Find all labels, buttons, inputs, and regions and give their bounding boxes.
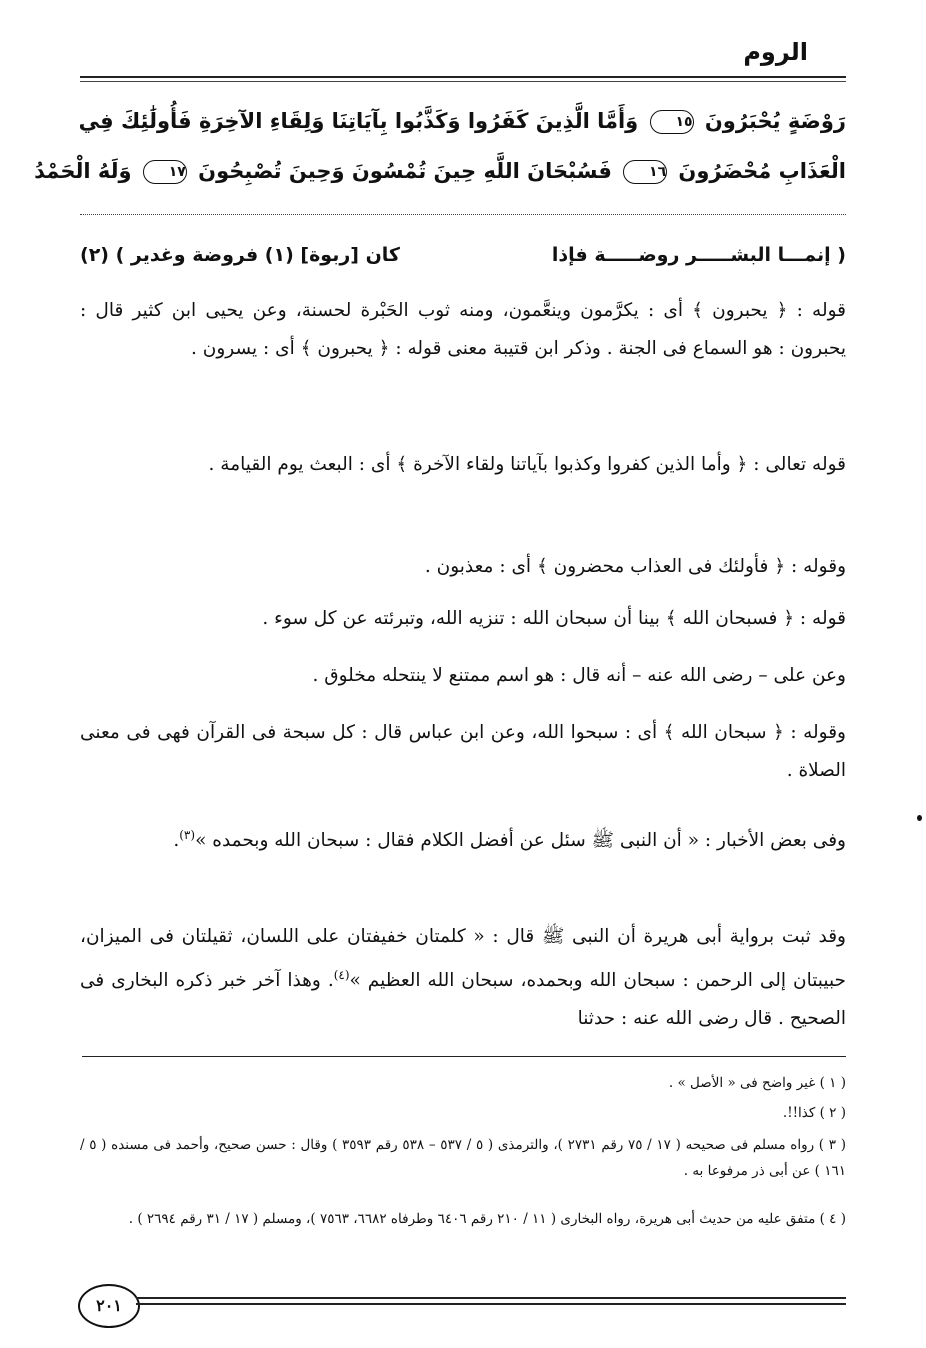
footnote-ref-3: (٣) [179,828,196,842]
footnote-ref-4: (٤) [333,968,350,982]
poem-hemistich-2: كان [ربوة] (١) فروضة وغدير ) (٢) [80,244,400,266]
paragraph-8 [80,918,846,1038]
footnote-2: ( ٢ ) كذا!!. [782,1105,846,1121]
footnote-4: ( ٤ ) متفق عليه من حديث أبى هريرة، رواه البخارى ( ١١ / ٢١٠ رقم ٦٤٠٦ وطرفاه ٦٦٨٢، ٧٥٦٣ )، ومسلم ( ١٧ / ٣١ رقم ٢٦٩٤ ) . [128,1211,846,1227]
verse-number-١٥: ١٥ [650,110,694,134]
quran-line-2 [34,146,846,196]
paragraph-8-end: . وهذا آخر خبر ذكره البخارى فى الصحيح . قال رضى الله عنه : حدثنا [80,970,846,1030]
verse-number-١٧: ١٧ [143,160,187,184]
footnote-3: ( ٣ ) رواه مسلم فى صحيحه ( ١٧ / ٧٥ رقم ٢٧٣١ )، والترمذى ( ٥ / ٥٣٧ – ٥٣٨ رقم ٣٥٩٣ ) وقال : حسن صحيح، وأحمد فى مسنده ( ٥ / ١٦١ ) عن أبى ذر مرفوعا به . [80,1137,846,1179]
quran-verses [34,96,846,196]
page-number: ٢٠١ [78,1284,140,1328]
paragraph-6: وقوله : ﴿ سبحان الله ﴾ أى : سبحوا الله، وعن ابن عباس قال : كل سبحة فى القرآن فهى فى معنى الصلاة . [80,722,846,781]
chapter-title: الروم [743,38,808,66]
quran-separator [80,214,846,215]
quran-text: رَوْضَةٍ يُحْبَرُونَ [697,109,846,133]
quran-text: الْعَذَابِ مُحْضَرُونَ [671,159,846,183]
paragraph-7-text: وفى بعض الأخبار : « أن النبى ﷺ سئل عن أفضل الكلام فقال : سبحان الله وبحمده » [195,830,846,852]
header-rule [80,76,846,78]
verse-number-١٦: ١٦ [623,160,667,184]
footer-rule-top [136,1297,846,1299]
poem-hemistich-1: ( إنمـــا البشـــــر روضـــــة فإذا [551,244,846,266]
footnote-1: ( ١ ) غير واضح فى « الأصل » . [668,1075,846,1091]
poem-verse [80,244,846,274]
margin-dot [917,815,922,821]
quran-text: وَلَهُ الْحَمْدُ [34,159,139,183]
paragraph-7-end: . [173,830,180,852]
footer-rule-bottom [136,1303,846,1305]
paragraph-1: قوله : ﴿ يحبرون ﴾ أى : يكرَّمون وينعَّمون، ومنه ثوب الحَبْرة لحسنة، وعن يحيى ابن كثير قال : يحبرون : هو السماع فى الجنة . وذكر ابن قتيبة معنى قوله : ﴿ يحبرون ﴾ أى : يسرون . [80,300,846,359]
footnote-rule [82,1056,846,1057]
paragraph-5: وعن على – رضى الله عنه – أنه قال : هو اسم ممتنع لا ينتحله مخلوق . [312,665,846,686]
header-rule-thin [80,81,846,82]
quran-text: وَأَمَّا الَّذِينَ كَفَرُوا وَكَذَّبُوا بِآيَاتِنَا وَلِقَاءِ الآخِرَةِ فَأُولَٰئِكَ فِي [78,109,646,133]
paragraph-4: قوله : ﴿ فسبحان الله ﴾ بينا أن سبحان الله : تنزيه الله، وتبرئته عن كل سوء . [262,608,846,629]
quran-line-1 [80,96,846,146]
paragraph-3: وقوله : ﴿ فأولئك فى العذاب محضرون ﴾ أى : معذبون . [424,556,846,577]
quran-text: فَسُبْحَانَ اللَّهِ حِينَ تُمْسُونَ وَحِينَ تُصْبِحُونَ [190,159,620,183]
paragraph-8-text: وقد ثبت برواية أبى هريرة أن النبى ﷺ قال : « كلمتان خفيفتان على اللسان، ثقيلتان فى الميزان، حبيبتان إلى الرحمن : سبحان الله وبحمده، سبحان الله العظيم » [80,926,846,992]
paragraph-7 [80,816,846,860]
paragraph-2: قوله تعالى : ﴿ وأما الذين كفروا وكذبوا بآياتنا ولقاء الآخرة ﴾ أى : البعث يوم القيامة . [208,454,846,475]
